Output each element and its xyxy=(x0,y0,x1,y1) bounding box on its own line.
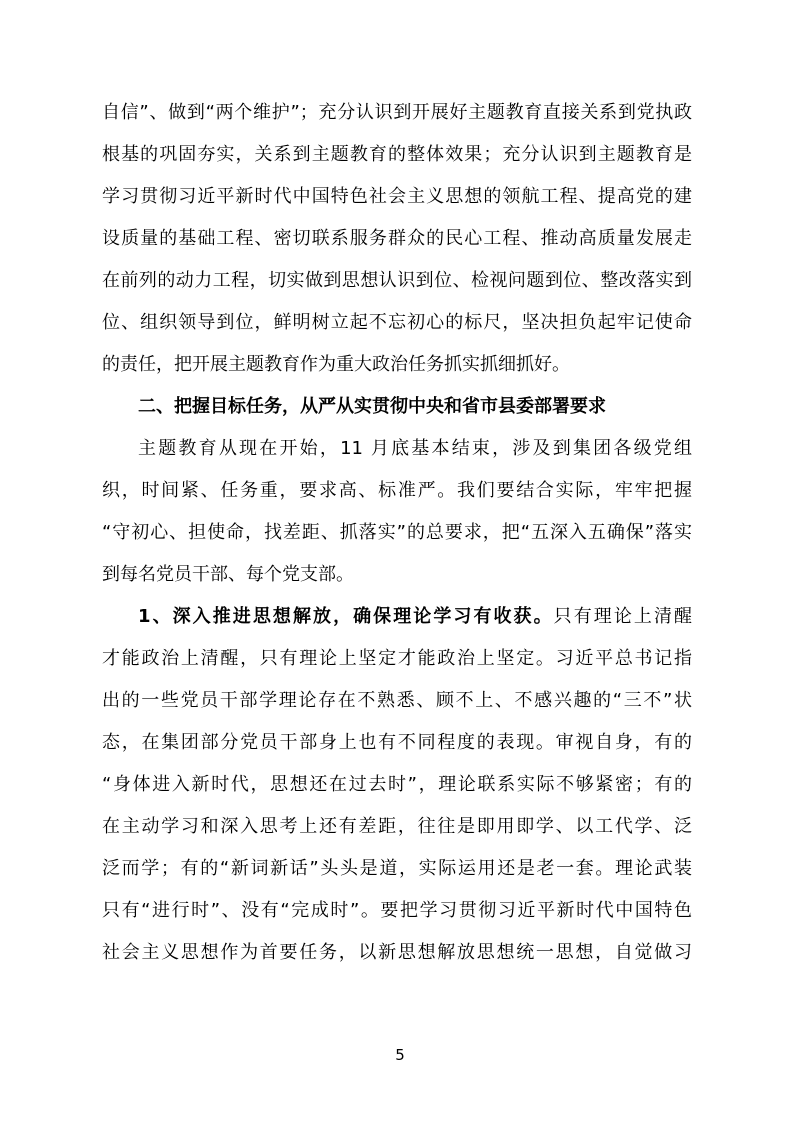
bold-text-segment: 1、深入推进思想解放，确保理论学习有收获。 xyxy=(138,606,554,627)
text-segment: 在主动学习和深入思考上还有差距，往往是即用即学、以工代学、泛 xyxy=(102,816,692,837)
text-line xyxy=(102,134,692,176)
text-segment: 位、组织领导到位，鲜明树立起不忘初心的标尺，坚决担负起牢记使命 xyxy=(102,312,692,333)
text-segment: 态，在集团部分党员干部身上也有不同程度的表现。审视自身，有的 xyxy=(102,732,692,753)
text-segment: 才能政治上清醒，只有理论上坚定才能政治上坚定。习近平总书记指 xyxy=(102,648,692,669)
text-segment: 社会主义思想作为首要任务，以新思想解放思想统一思想，自觉做习 xyxy=(102,942,692,963)
text-line xyxy=(102,806,692,848)
text-line xyxy=(102,218,692,260)
document-body xyxy=(102,92,692,974)
text-segment: 主题教育从现在开始，11 月底基本结束，涉及到集团各级党组 xyxy=(138,438,692,459)
text-line xyxy=(102,722,692,764)
text-line xyxy=(102,596,692,638)
text-segment: “身体进入新时代，思想还在过去时”，理论联系实际不够紧密；有的 xyxy=(102,774,692,795)
text-segment: 根基的巩固夯实，关系到主题教育的整体效果；充分认识到主题教育是 xyxy=(102,144,692,165)
text-segment: “守初心、担使命，找差距、抓落实”的总要求，把“五深入五确保”落实 xyxy=(102,522,692,543)
text-line xyxy=(102,638,692,680)
text-line xyxy=(102,764,692,806)
text-segment: 出的一些党员干部学理论存在不熟悉、顾不上、不感兴趣的“三不”状 xyxy=(102,690,692,711)
text-segment: 织，时间紧、任务重，要求高、标准严。我们要结合实际，牢牢把握 xyxy=(102,480,692,501)
text-segment: 泛而学；有的“新词新话”头头是道，实际运用还是老一套。理论武装 xyxy=(102,858,692,879)
text-segment: 在前列的动力工程，切实做到思想认识到位、检视问题到位、整改落实到 xyxy=(102,270,692,291)
text-segment: 的责任，把开展主题教育作为重大政治任务抓实抓细抓好。 xyxy=(102,354,570,375)
text-line xyxy=(102,344,692,386)
paragraph-point-1 xyxy=(102,596,692,974)
page-number: 5 xyxy=(395,1046,405,1064)
text-segment: 设质量的基础工程、密切联系服务群众的民心工程、推动高质量发展走 xyxy=(102,228,692,249)
text-line xyxy=(102,890,692,932)
text-line xyxy=(102,848,692,890)
heading-section-2 xyxy=(102,386,692,428)
text-line xyxy=(102,470,692,512)
text-segment: 自信”、做到“两个维护”；充分认识到开展好主题教育直接关系到党执政 xyxy=(102,102,692,123)
text-line xyxy=(102,386,692,428)
page-footer xyxy=(0,1042,800,1068)
paragraph-intro-continuation xyxy=(102,92,692,386)
bold-text-segment: 二、把握目标任务，从严从实贯彻中央和省市县委部署要求 xyxy=(138,396,606,417)
text-line xyxy=(102,260,692,302)
text-segment: 学习贯彻习近平新时代中国特色社会主义思想的领航工程、提高党的建 xyxy=(102,186,692,207)
paragraph-overview xyxy=(102,428,692,596)
text-line xyxy=(102,554,692,596)
text-line xyxy=(102,176,692,218)
text-line xyxy=(102,428,692,470)
text-segment: 只有理论上清醒 xyxy=(553,606,692,627)
text-line xyxy=(102,680,692,722)
text-segment: 只有“进行时”、没有“完成时”。要把学习贯彻习近平新时代中国特色 xyxy=(102,900,692,921)
text-line xyxy=(102,302,692,344)
text-line xyxy=(102,512,692,554)
text-segment: 到每名党员干部、每个党支部。 xyxy=(102,564,354,585)
text-line xyxy=(102,932,692,974)
text-line xyxy=(102,92,692,134)
